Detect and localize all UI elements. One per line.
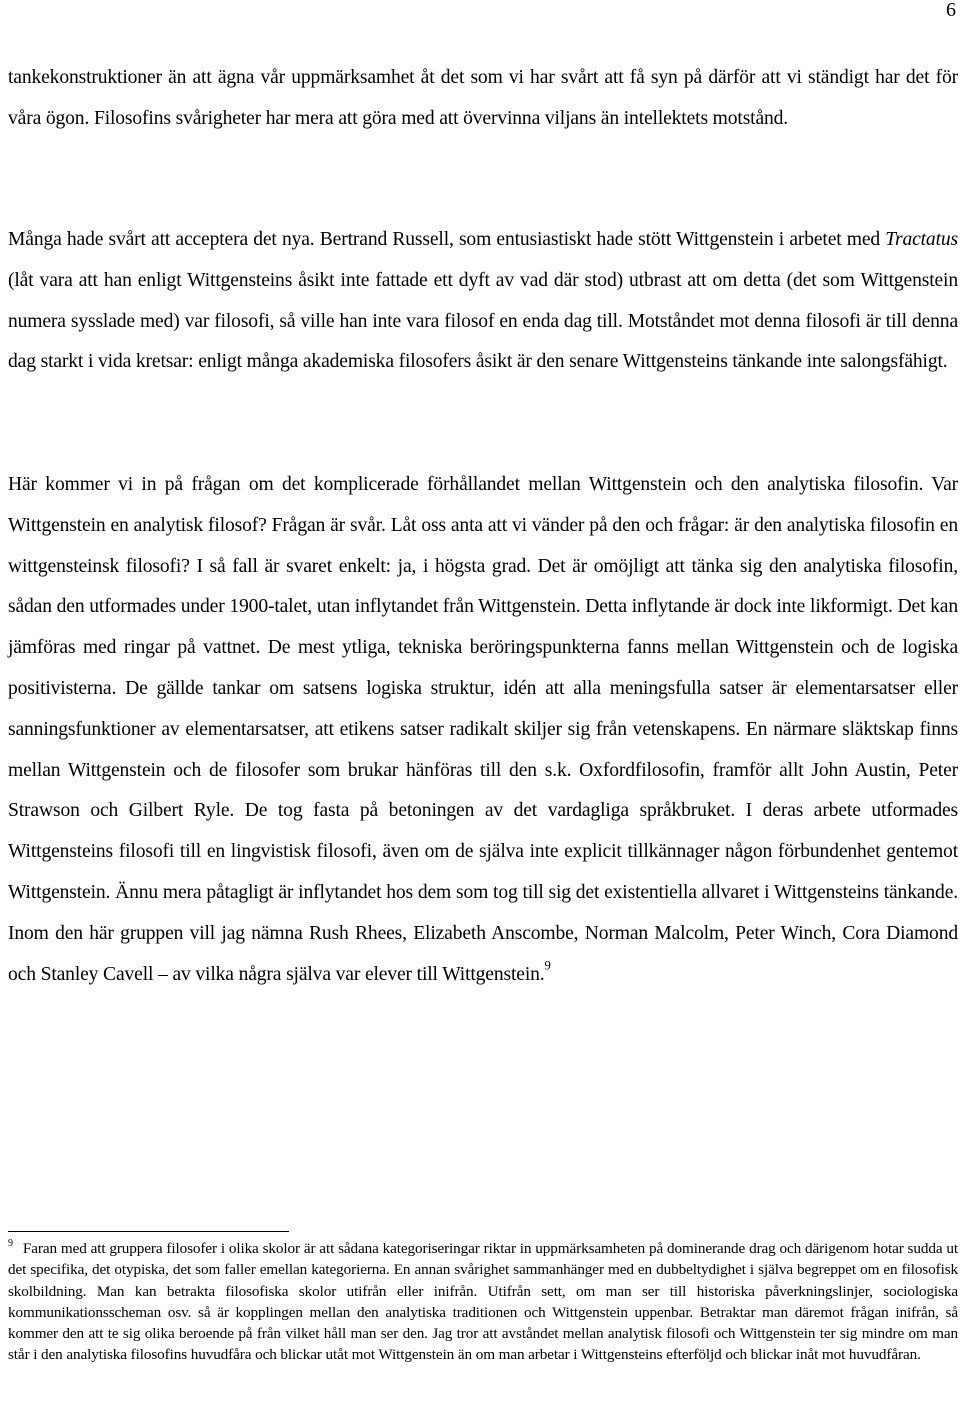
paragraph-1 bbox=[8, 58, 958, 140]
footnote-reference-9[interactable]: 9 bbox=[544, 957, 551, 972]
paragraph-2-text-b: (låt vara att han enligt Wittgensteins åsikt inte fattade ett dyft av vad där stod) utbrast att om detta (det som Wittgenstein numera sysslade med) var filosofi, så ville han inte vara filosof en enda dag till. Motståndet mot denna filosofi är till denna dag starkt i vida kretsar: enligt många akademiska filosofers åsikt är den senare Wittgensteins tänkande inte salongsfähigt. bbox=[8, 269, 958, 373]
tractatus-title: Tractatus bbox=[885, 229, 958, 250]
footnote-marker: 9 bbox=[8, 1237, 13, 1249]
paragraph-1-text: tankekonstruktioner än att ägna vår uppmärksamhet åt det som vi har svårt att få syn på därför att vi ständigt har det för våra ögon. Filosofins svårigheter har mera att göra med att övervinna viljans än intellektets motstånd. bbox=[8, 67, 958, 129]
paragraph-3 bbox=[8, 465, 958, 995]
paragraph-2-text-a: Många hade svårt att acceptera det nya. Bertrand Russell, som entusiastiskt hade stött Wittgenstein i arbetet med bbox=[8, 229, 886, 250]
page-number: 6 bbox=[946, 0, 956, 21]
paragraph-3-text: Här kommer vi in på frågan om det komplicerade förhållandet mellan Wittgenstein och den analytiska filosofin. Var Wittgenstein en analytisk filosof? Frågan är svår. Låt oss anta att vi vänder på den och frågar: är den analytiska filosofin en wittgensteinsk filosofi? I så fall är svaret enkelt: ja, i högsta grad. Det är omöjligt att tänka sig den analytiska filosofin, sådan den utformades under 1900-talet, utan inflytandet från Wittgenstein. Detta inflytande är dock inte likformigt. Det kan jämföras med ringar på vattnet. De mest ytliga, tekniska beröringspunkterna fanns mellan Wittgenstein och de logiska positivisterna. De gällde tankar om satsens logiska struktur, idén att alla meningsfulla satser är elementarsatser eller sanningsfunktioner av elementarsatser, att etikens satser radikalt skiljer sig från vetenskapens. En närmare släktskap finns mellan Wittgenstein och de filosofer som brukar hänföras till den s.k. Oxfordfilosofin, framför allt John Austin, Peter Strawson och Gilbert Ryle. De tog fasta på betoningen av det vardagliga språkbruket. I deras arbete utformades Wittgensteins filosofi till en lingvistisk filosofi, även om de själva inte explicit tillkännager någon förbundenhet gentemot Wittgenstein. Ännu mera påtagligt är inflytandet hos dem som tog till sig det existentiella allvaret i Wittgensteins tänkande. Inom den här gruppen vill jag nämna Rush Rhees, Elizabeth Anscombe, Norman Malcolm, Peter Winch, Cora Diamond och Stanley Cavell – av vilka några själva var elever till Wittgenstein. bbox=[8, 474, 958, 985]
footnote-9 bbox=[8, 1238, 958, 1366]
footnote-text: Faran med att gruppera filosofer i olika skolor är att sådana kategoriseringar riktar in uppmärksamheten på dominerande drag och därigenom hotar sudda ut det specifika, det otypiska, det som faller emellan kategorierna. En annan svårighet sammanhänger med en dubbeltydighet i själva begreppet om en filosofisk skolbildning. Man kan betrakta filosofiska skolor utifrån eller inifrån. Utifrån sett, om man ser till historiska påverkningslinjer, sociologiska kommunikationsscheman osv. så är kopplingen mellan den analytiska traditionen och Wittgenstein uppenbar. Betraktar man däremot frågan inifrån, så kommer den att te sig olika beroende på från vilket håll man ser den. Jag tror att avståndet mellan analytisk filosofi och Wittgenstein ter sig mindre om man står i den analytiska filosofins huvudfåra och blickar utåt mot Wittgenstein än om man arbetar i Wittgensteins efterföljd och blickar inåt mot huvudfåran. bbox=[8, 1240, 958, 1364]
paragraph-2 bbox=[8, 220, 958, 383]
footnote-separator bbox=[8, 1231, 289, 1232]
